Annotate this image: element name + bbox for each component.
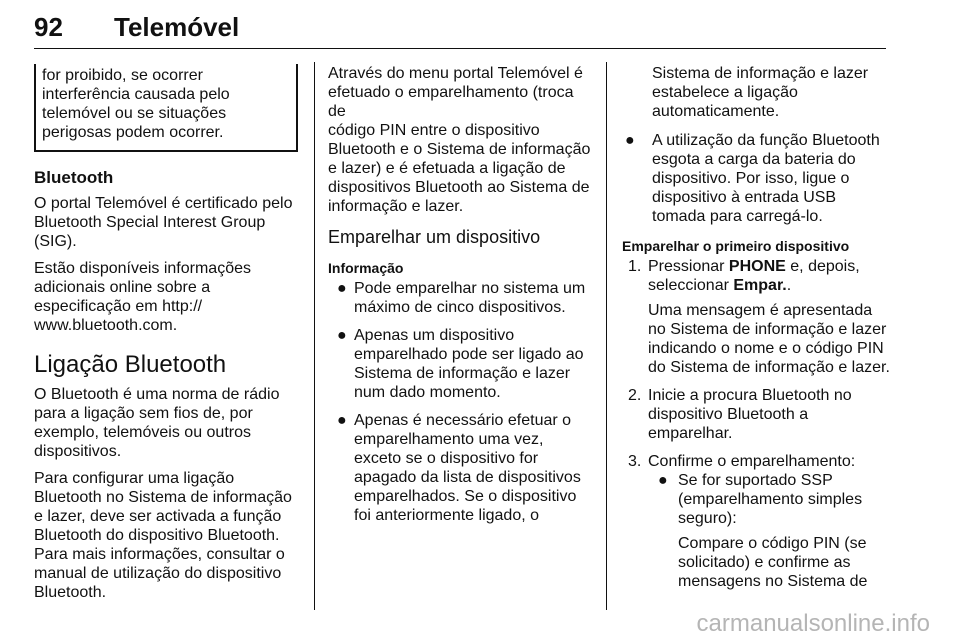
text-line: manual de utilização do dispositivo xyxy=(34,565,282,582)
step-item xyxy=(622,386,890,443)
text-line: apagado da lista de dispositivos xyxy=(354,469,581,486)
list-item xyxy=(328,326,592,402)
pairing-steps xyxy=(622,257,890,591)
text-line: Sistema de informação e lazer xyxy=(652,65,869,82)
text-line: foi anteriormente ligado, o xyxy=(354,507,539,524)
bluetooth-heading: Bluetooth xyxy=(34,168,114,187)
text-fragment: Pressionar xyxy=(648,258,729,275)
text-line: dispositivo Bluetooth a xyxy=(648,406,809,423)
text-line: no Sistema de informação e lazer xyxy=(648,321,887,338)
warning-line: interferência causada pelo xyxy=(42,86,230,103)
section-paragraph-1 xyxy=(34,385,298,461)
text-line: (emparelhamento simples xyxy=(678,491,863,508)
list-item xyxy=(648,471,890,591)
text-line: Apenas um dispositivo xyxy=(354,327,515,344)
text-line: Compare o código PIN (se xyxy=(678,535,867,552)
column-divider-2 xyxy=(606,62,607,610)
column-2 xyxy=(328,64,592,534)
text-line: emparelhado pode ser ligado ao xyxy=(354,346,584,363)
chapter-title: Telemóvel xyxy=(114,12,240,42)
text-line: exemplo, telemóveis ou outros xyxy=(34,424,251,441)
text-fragment: . xyxy=(786,277,792,294)
text-line: Estão disponíveis informações xyxy=(34,260,251,277)
text-line: código PIN entre o dispositivo xyxy=(328,122,540,139)
bullet-icon: ● xyxy=(658,472,668,489)
warning-line: perigosas podem ocorrer. xyxy=(42,124,224,141)
pair-heading: Emparelhar um dispositivo xyxy=(328,227,541,247)
text-line: Se for suportado SSP xyxy=(678,472,833,489)
text-line: máximo de cinco dispositivos. xyxy=(354,299,566,316)
list-item xyxy=(328,279,592,317)
bullet-icon: ● xyxy=(337,280,347,297)
list-item xyxy=(328,411,592,525)
text-line: emparelhados. Se o dispositivo xyxy=(354,488,577,505)
text-line: indicando o nome e o código PIN xyxy=(648,340,884,357)
text-line: especificação em http:// xyxy=(34,298,203,315)
text-line: dispositivo. Por isso, ligue o xyxy=(652,170,850,187)
text-line: Inicie a procura Bluetooth no xyxy=(648,387,852,404)
text-line: estabelece a ligação xyxy=(652,84,798,101)
text-line: tomada para carregá-lo. xyxy=(652,208,823,225)
empar-key-label: Empar. xyxy=(733,277,787,294)
text-line: efetuado o emparelhamento (troca de xyxy=(328,84,574,120)
text-line: adicionais online sobre a xyxy=(34,279,211,296)
text-line: exceto se o dispositivo for xyxy=(354,450,539,467)
text-line: Bluetooth Special Interest Group xyxy=(34,214,266,231)
text-line: dispositivo à entrada USB xyxy=(652,189,837,206)
text-line: Bluetooth. xyxy=(34,584,107,601)
text-line: Bluetooth no Sistema de informação xyxy=(34,489,292,506)
header-rule xyxy=(34,48,886,49)
text-line: dispositivos. xyxy=(34,443,122,460)
warning-line: telemóvel ou se situações xyxy=(42,105,227,122)
text-line: O Bluetooth é uma norma de rádio xyxy=(34,386,280,403)
step-number: 2. xyxy=(628,387,642,404)
text-line: Sistema de informação e lazer xyxy=(354,365,571,382)
text-line: Confirme o emparelhamento: xyxy=(648,453,856,470)
step-item xyxy=(622,452,890,591)
text-line: Uma mensagem é apresentada xyxy=(648,302,873,319)
column-divider-1 xyxy=(314,62,315,610)
text-line: num dado momento. xyxy=(354,384,501,401)
bluetooth-paragraph-1 xyxy=(34,194,298,251)
intro-paragraph xyxy=(328,64,592,216)
text-line: Apenas é necessário efetuar o xyxy=(354,412,572,429)
text-fragment: e, depois, xyxy=(785,258,860,275)
text-line: www.bluetooth.com. xyxy=(34,317,178,334)
warning-line: for proibido, se ocorrer xyxy=(42,67,203,84)
text-line: emparelhar. xyxy=(648,425,733,442)
continued-paragraph xyxy=(622,64,890,121)
text-line: emparelhamento uma vez, xyxy=(354,431,544,448)
text-line: Para configurar uma ligação xyxy=(34,470,235,487)
warning-box xyxy=(34,64,298,152)
watermark-text: carmanualsonline.info xyxy=(696,610,930,637)
text-line: solicitado) e confirme as xyxy=(678,554,851,571)
page-number: 92 xyxy=(34,12,63,42)
page-header xyxy=(34,6,886,50)
list-item xyxy=(622,131,890,226)
step-number: 1. xyxy=(628,258,642,275)
text-line: Através do menu portal Telemóvel é xyxy=(328,65,583,82)
column-3 xyxy=(622,64,890,600)
text-line: dispositivos Bluetooth ao Sistema de xyxy=(328,179,590,196)
text-line: esgota a carga da bateria do xyxy=(652,151,856,168)
step-item xyxy=(622,257,890,377)
sub-paragraph xyxy=(678,534,890,591)
step-paragraph xyxy=(648,301,890,377)
text-line: O portal Telemóvel é certificado pelo xyxy=(34,195,293,212)
text-line: informação e lazer. xyxy=(328,198,464,215)
text-line: seguro): xyxy=(678,510,737,527)
text-fragment: seleccionar xyxy=(648,277,734,294)
bullet-icon: ● xyxy=(337,327,347,344)
info-list xyxy=(328,279,592,525)
text-line: A utilização da função Bluetooth xyxy=(652,132,880,149)
text-line: Bluetooth do dispositivo Bluetooth. xyxy=(34,527,280,544)
text-line: para a ligação sem fios de, por xyxy=(34,405,253,422)
section-paragraph-2 xyxy=(34,469,298,602)
step-number: 3. xyxy=(628,453,642,470)
battery-note-list xyxy=(622,131,890,226)
text-line: Para mais informações, consultar o xyxy=(34,546,285,563)
text-line: do Sistema de informação e lazer. xyxy=(648,359,890,376)
bluetooth-paragraph-2 xyxy=(34,259,298,335)
text-line: Pode emparelhar no sistema um xyxy=(354,280,586,297)
text-line: e lazer, deve ser activada a função xyxy=(34,508,282,525)
phone-key-label: PHONE xyxy=(728,258,786,275)
bullet-icon: ● xyxy=(337,412,347,429)
info-label: Informação xyxy=(328,260,404,276)
text-line: mensagens no Sistema de xyxy=(678,573,868,590)
text-line: Bluetooth e o Sistema de informação xyxy=(328,141,591,158)
bullet-icon: ● xyxy=(625,132,635,149)
section-title: Ligação Bluetooth xyxy=(34,351,227,378)
text-line: automaticamente. xyxy=(652,103,780,120)
column-1 xyxy=(34,64,298,610)
sub-list xyxy=(648,471,890,591)
first-pair-label: Emparelhar o primeiro dispositivo xyxy=(622,238,850,254)
text-line: (SIG). xyxy=(34,233,77,250)
text-line: e lazer) e é efetuada a ligação de xyxy=(328,160,566,177)
